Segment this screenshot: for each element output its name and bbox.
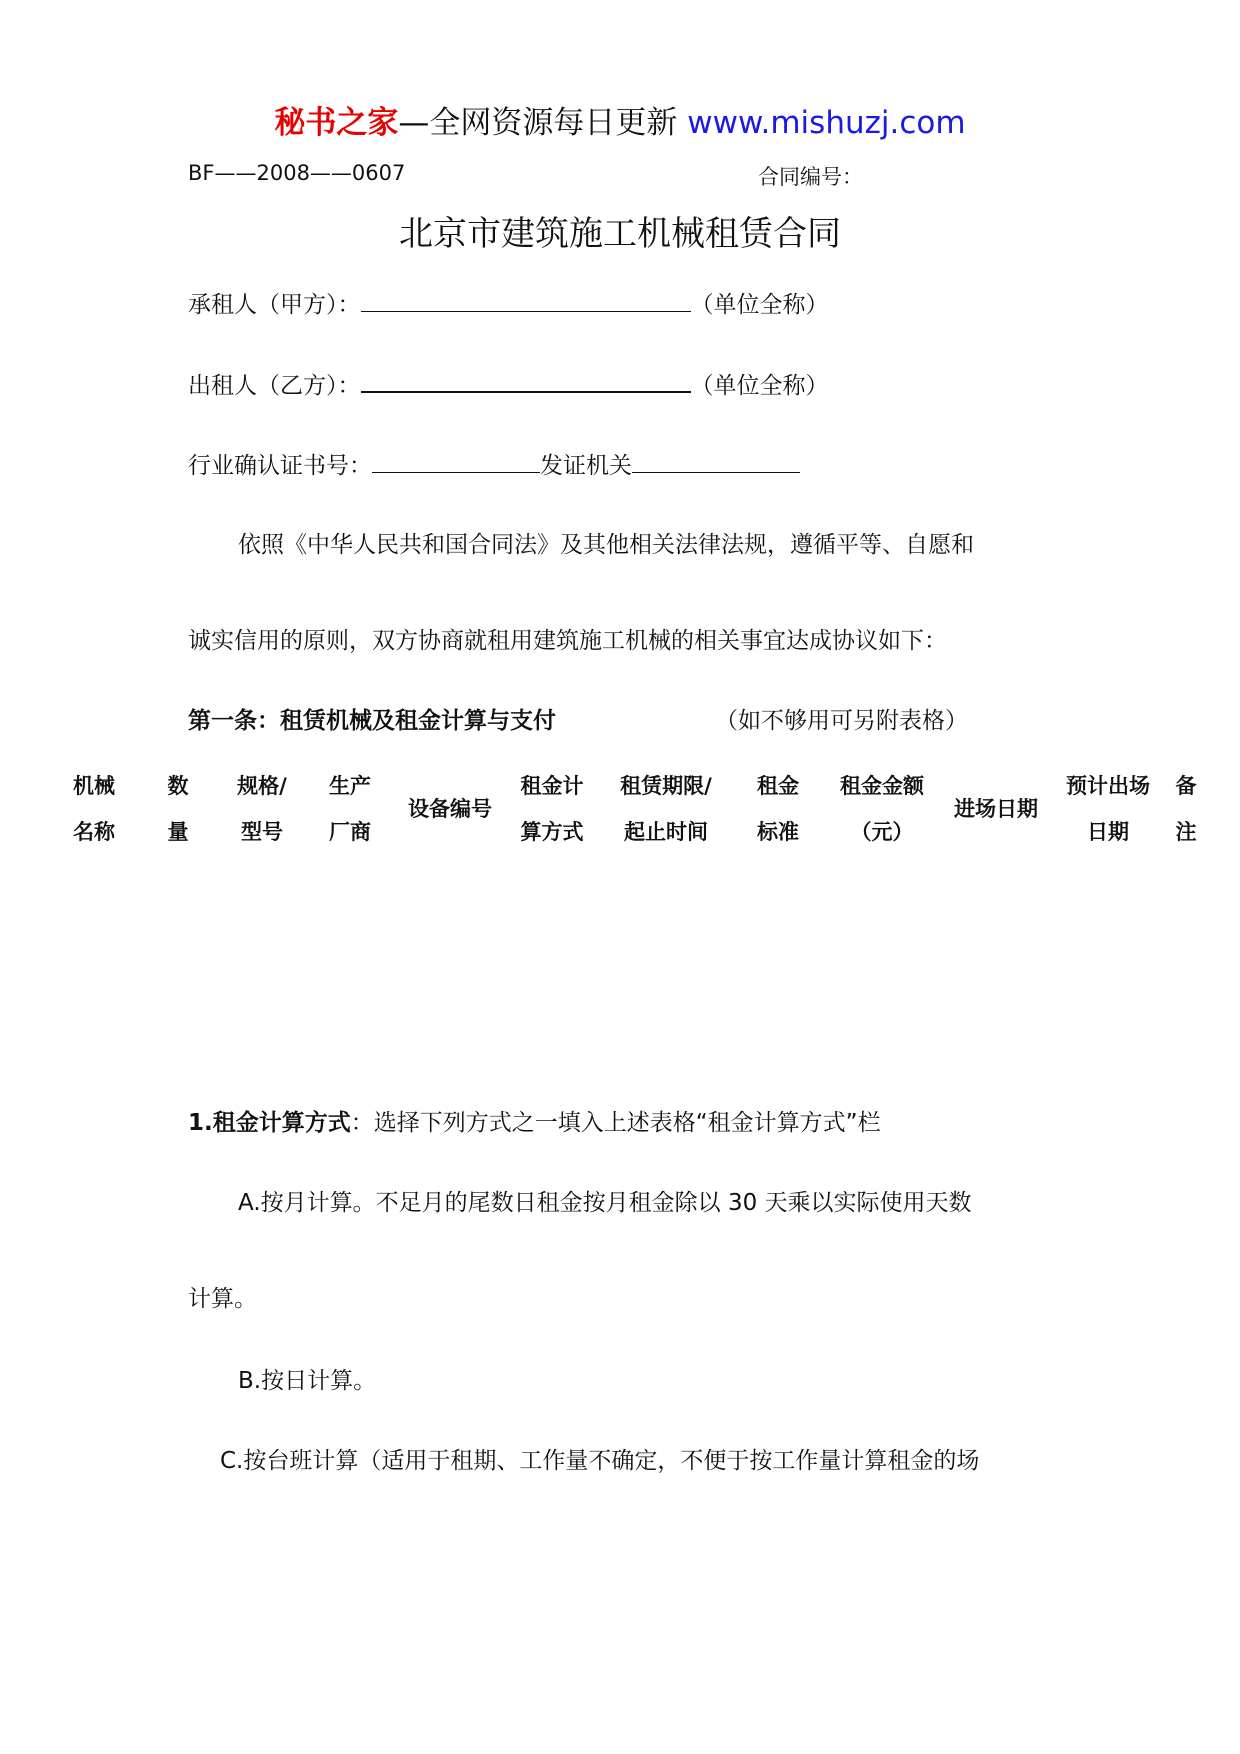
lessee-label: 承租人（甲方）： <box>188 292 361 318</box>
banner-tagline: —全网资源每日更新 <box>398 105 688 141</box>
intro-line-1: 依照《中华人民共和国合同法》及其他相关法律法规，遵循平等、自愿和 <box>238 532 974 558</box>
calc-method-instruction: ：选择下列方式之一填入上述表格“租金计算方式”栏 <box>350 1110 881 1136</box>
article-1-title: 第一条：租赁机械及租金计算与支付 <box>188 708 556 734</box>
lessor-label: 出租人（乙方）： <box>188 373 361 399</box>
calc-option-b: B.按日计算。 <box>238 1368 377 1394</box>
col-header-machine-name: 机械 名称 <box>73 774 115 844</box>
col-header-calc-method: 租金计 算方式 <box>520 774 584 844</box>
calc-option-a-line-1: A.按月计算。不足月的尾数日租金按月租金除以 30 天乘以实际使用天数 <box>238 1190 972 1216</box>
contract-number-label: 合同编号： <box>758 165 863 189</box>
site-name: 秘书之家 <box>274 105 399 141</box>
site-url-link[interactable]: www.mishuzj.com <box>687 105 966 141</box>
col-header-entry-date: 进场日期 <box>954 797 1038 821</box>
calc-option-a-line-2: 计算。 <box>188 1286 257 1312</box>
lessee-full-name-note: （单位全称） <box>690 292 829 318</box>
col-header-remarks: 备 注 <box>1175 774 1197 844</box>
certificate-line <box>188 446 800 483</box>
col-header-rent-amount: 租金金额 （元） <box>840 774 924 844</box>
issuer-label: 发证机关 <box>540 453 632 479</box>
calc-option-c: C.按台班计算（适用于租期、工作量不确定，不便于按工作量计算租金的场 <box>220 1448 980 1474</box>
certificate-label: 行业确认证书号： <box>188 453 372 479</box>
lessor-line <box>188 365 829 403</box>
site-banner <box>0 103 1240 143</box>
col-header-manufacturer: 生产 厂商 <box>329 774 371 844</box>
issuer-field[interactable] <box>632 446 800 473</box>
col-header-rent-standard: 租金 标准 <box>757 774 799 844</box>
lessor-name-field[interactable] <box>361 365 691 393</box>
lessee-name-field[interactable] <box>361 285 691 312</box>
page-title: 北京市建筑施工机械租赁合同 <box>399 214 841 254</box>
article-1-note: （如不够用可另附表格） <box>715 708 968 734</box>
col-header-equipment-number: 设备编号 <box>408 797 492 821</box>
calc-method-line <box>188 1106 881 1140</box>
lessor-full-name-note: （单位全称） <box>690 373 829 399</box>
certificate-number-field[interactable] <box>372 446 540 473</box>
intro-line-2: 诚实信用的原则，双方协商就租用建筑施工机械的相关事宜达成协议如下： <box>188 628 947 654</box>
calc-method-heading: 1.租金计算方式 <box>188 1110 351 1136</box>
document-code: BF——2008——0607 <box>188 161 406 185</box>
col-header-spec-model: 规格/ 型号 <box>237 774 287 844</box>
col-header-expected-exit-date: 预计出场 日期 <box>1066 774 1150 844</box>
col-header-lease-term: 租赁期限/ 起止时间 <box>620 774 712 844</box>
col-header-quantity: 数 量 <box>167 774 189 844</box>
lessee-line <box>188 285 829 322</box>
